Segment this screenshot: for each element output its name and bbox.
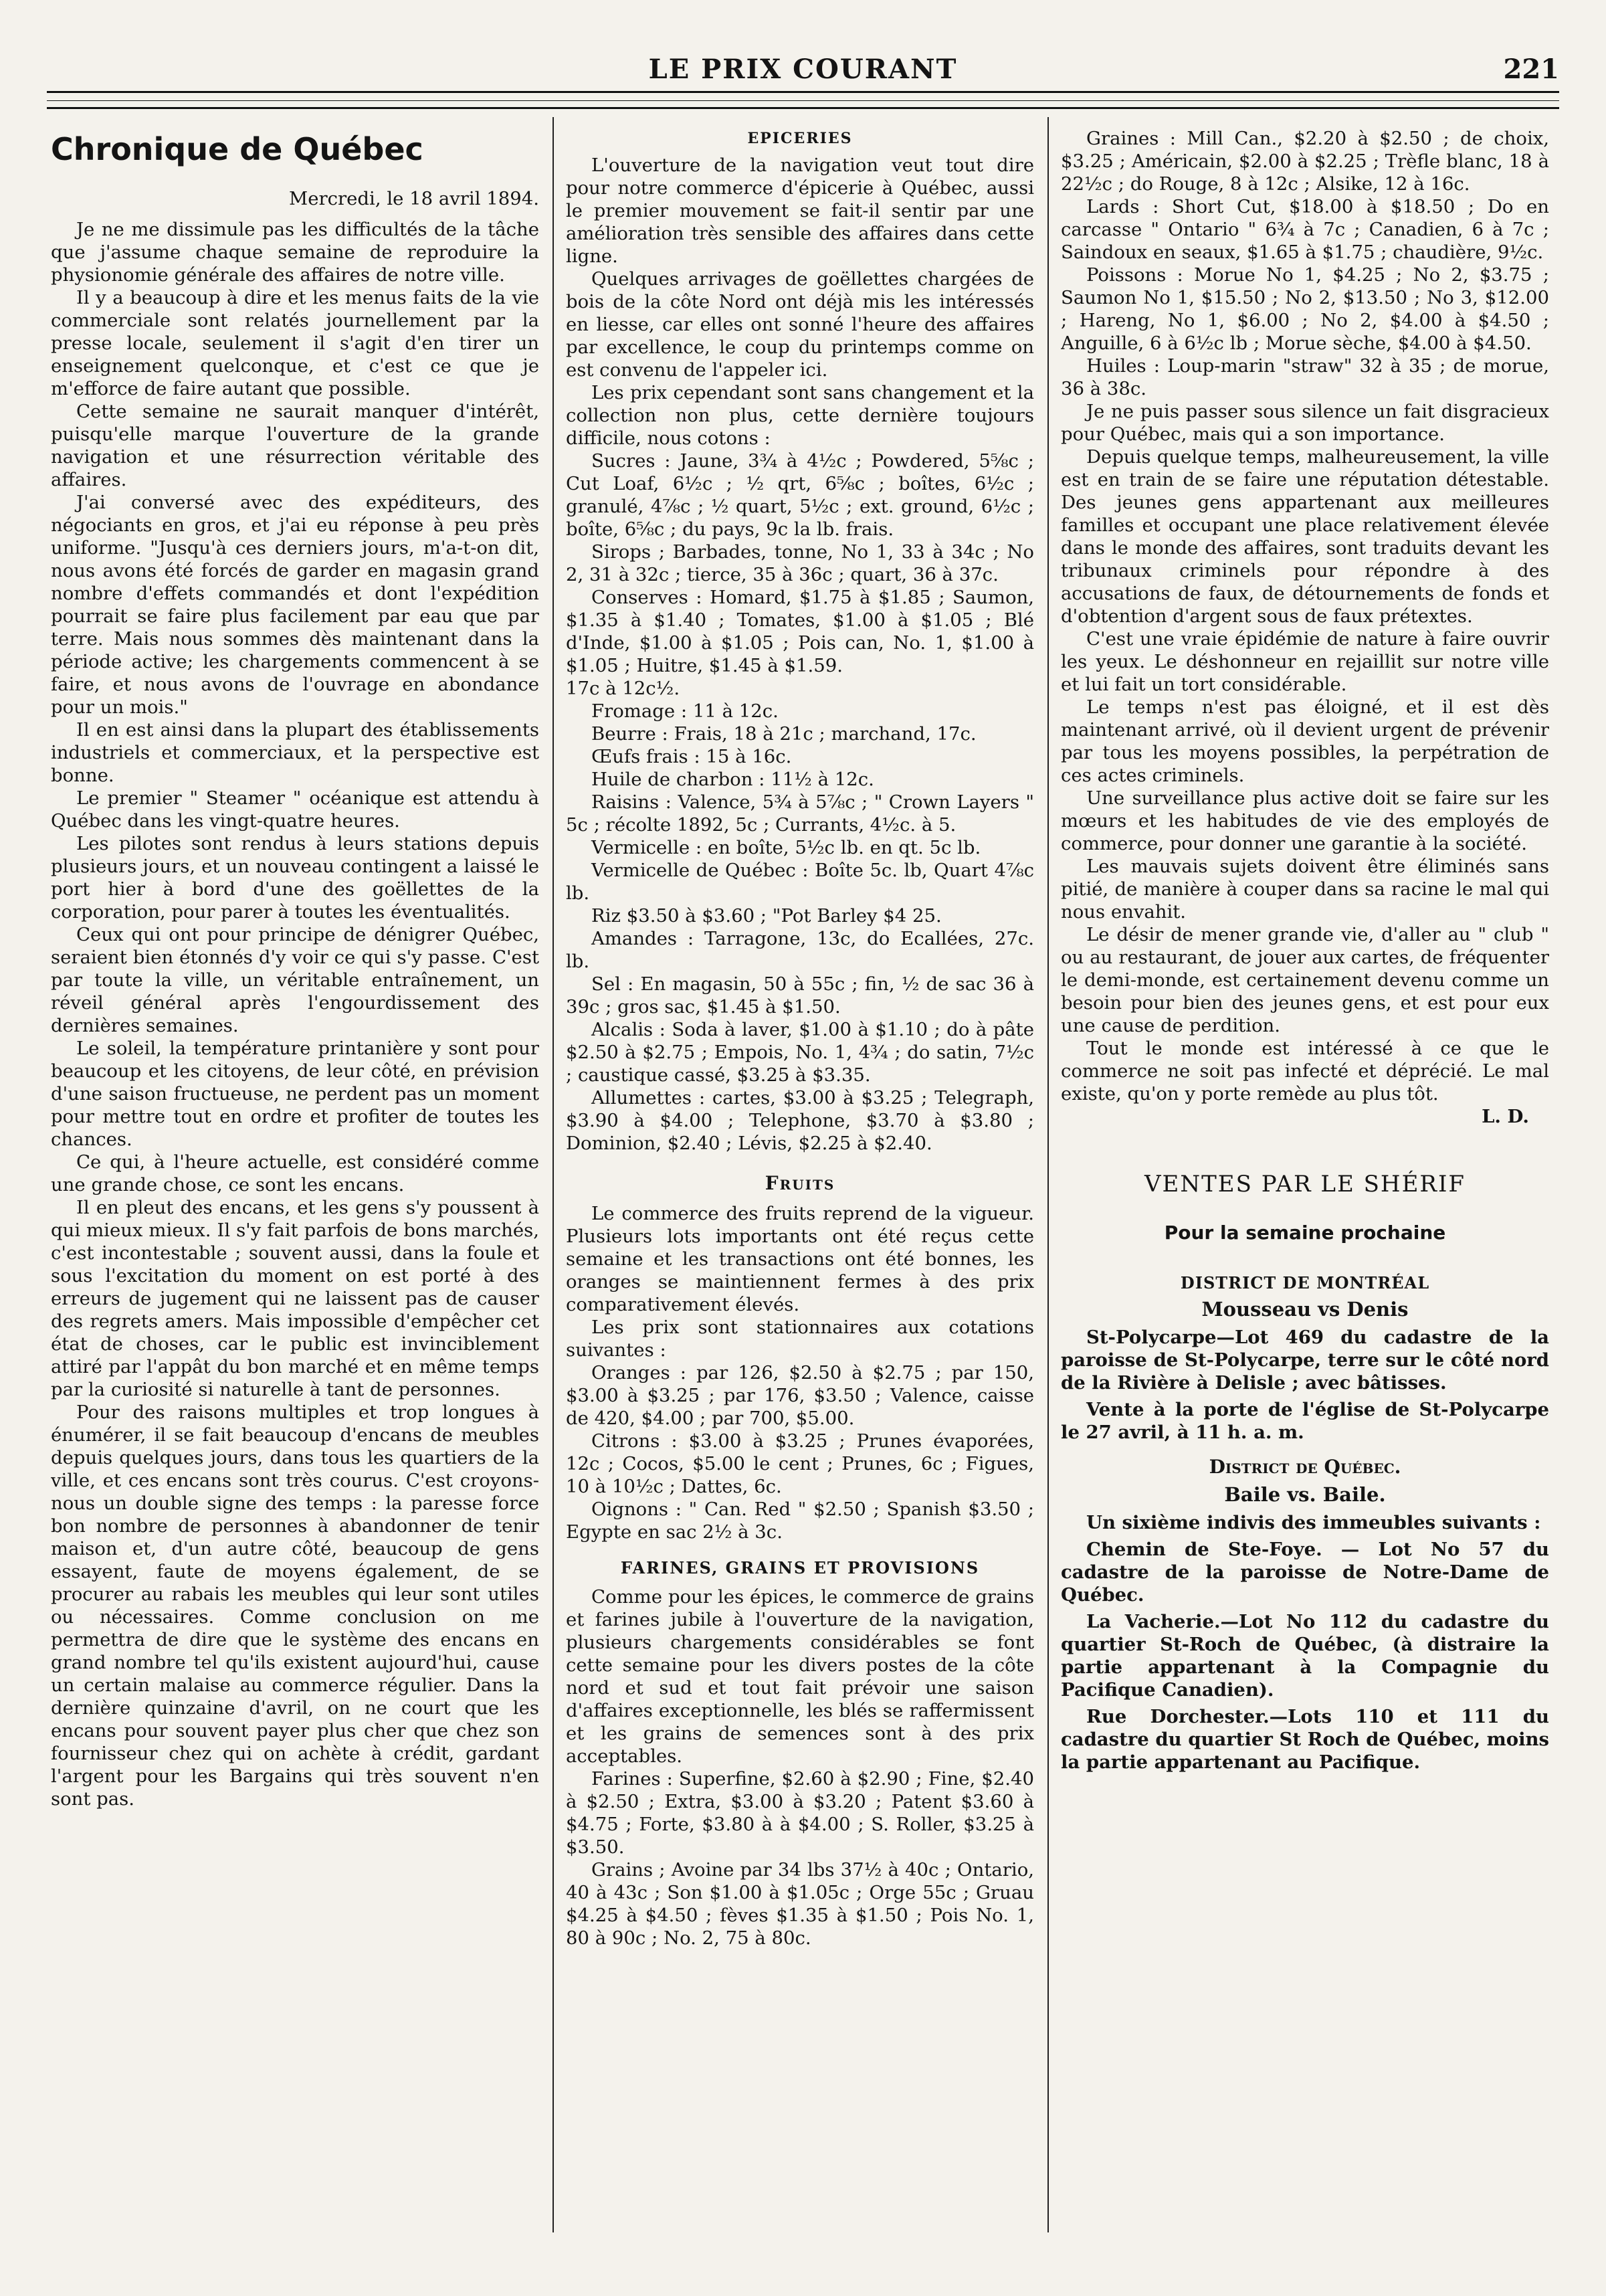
section-heading-epiceries: EPICERIES [747, 130, 853, 147]
paragraph: Une surveillance plus active doit se faire sur les mœurs et les habitudes de vie des employés de commerce, pour donner une garantie à la société. [1061, 787, 1549, 854]
price-entry: Sucres : Jaune, 3¾ à 4½c ; Powdered, 5⅝c ; Cut Loaf, 6½c ; ½ qrt, 6⅝c ; boîtes, 6½c ; granulé, 4⅞c ; ½ quart, 5½c ; ext. ground, 6½c ; boîte, 6⅝c ; du pays, 9c la lb. frais. [566, 450, 1034, 540]
signature: L. D. [1482, 1106, 1529, 1127]
paragraph: C'est une vraie épidémie de nature à faire ouvrir les yeux. Le déshonneur en rejaillit sur notre ville et lui fait un tort considérable. [1061, 628, 1549, 695]
district-heading-quebec: District de Québec. [1209, 1456, 1401, 1478]
paragraph: Il en pleut des encans, et les gens s'y poussent à qui mieux mieux. Il s'y fait parfois de bons marchés, c'est incontestable ; souvent aussi, dans la foule et sous l'excitation du moment on est porté à des erreurs de jugement qui ne laissent pas de causer des regrets amers. Mais impossible d'empêcher cet état de choses, car le public est invinciblement attiré par l'appât du bon marché et en même temps par la curiosité si naturelle à tant de personnes. [51, 1197, 539, 1400]
page-number: 221 [1503, 54, 1559, 85]
price-entry: 17c à 12c½. [566, 678, 680, 699]
section-heading-fruits: Fruits [765, 1172, 835, 1194]
price-entry: Lards : Short Cut, $18.00 à $18.50 ; Do en carcasse " Ontario " 6¾ à 7c ; Canadien, 6 à 7c ; Saindoux en seaux, $1.65 à $1.75 ; chaudière, 9½c. [1061, 196, 1549, 263]
price-entry: Huiles : Loup-marin "straw" 32 à 35 ; de morue, 36 à 38c. [1061, 355, 1549, 399]
paragraph: Je ne me dissimule pas les difficultés de la tâche que j'assume chaque semaine de reproduire la physionomie générale des affaires de notre ville. [51, 219, 539, 286]
running-title: LE PRIX COURANT [648, 54, 958, 85]
section-heading-ventes: VENTES PAR LE SHÉRIF [1144, 1171, 1466, 1198]
price-entry: Oranges : par 126, $2.50 à $2.75 ; par 150, $3.00 à $3.25 ; par 176, $3.50 ; Valence, caisse de 420, $4.00 ; par 700, $5.00. [566, 1362, 1034, 1429]
price-entry: Amandes : Tarragone, 13c, do Ecallées, 27c. lb. [566, 928, 1034, 972]
paragraph: Il en est ainsi dans la plupart des établissements industriels et commerciaux, et la perspective est bonne. [51, 719, 539, 786]
paragraph: L'ouverture de la navigation veut tout dire pour notre commerce d'épicerie à Québec, aussi le premier mouvement se fait-il sentir par une amélioration très sensible des affaires dans cette ligne. [566, 155, 1034, 267]
header-rule-middle [47, 100, 1559, 101]
paragraph: Les pilotes sont rendus à leurs stations depuis plusieurs jours, et un nouveau contingent a laissé le port hier à bord d'une des goëllettes de la corporation, pour parer à toutes les éventualités. [51, 833, 539, 923]
paragraph: Quelques arrivages de goëllettes chargées de bois de la côte Nord ont déjà mis les intéressés en liesse, car elles ont sonné l'heure des affaires par excellence, le coup du printemps comme on est convenu de l'appeler ici. [566, 268, 1034, 381]
sale-entry: Rue Dorchester.—Lots 110 et 111 du cadastre du quartier St Roch de Québec, moins la partie appartenant au Pacifique. [1061, 1706, 1549, 1773]
price-entry: Sirops ; Barbades, tonne, No 1, 33 à 34c ; No 2, 31 à 32c ; tierce, 35 à 36c ; quart, 36 à 37c. [566, 541, 1034, 585]
column-chronique [51, 127, 539, 2229]
paragraph: Le désir de mener grande vie, d'aller au " club " ou au restaurant, de jouer aux cartes, de fréquenter le demi-monde, est certainement devenu comme un besoin pour bien des jeunes gens, et est pour eux une cause de perdition. [1061, 924, 1549, 1036]
column-prix [566, 127, 1034, 2229]
case-title-quebec: Baile vs. Baile. [1224, 1483, 1386, 1506]
paragraph: Depuis quelque temps, malheureusement, la ville est en train de se faire une réputation détestable. Des jeunes gens appartenant aux meilleures familles et occupant une place relativement élevée dans le monde des affaires, sont traduits devant les tribunaux criminels pour répondre à des accusations de faux, de détournements de fonds et d'obtention d'argent sous de faux prétextes. [1061, 446, 1549, 627]
price-entry: Œufs frais : 15 à 16c. [591, 746, 792, 767]
price-entry: Huile de charbon : 11½ à 12c. [591, 769, 874, 790]
column-divider-1 [553, 117, 554, 2232]
paragraph: Cette semaine ne saurait manquer d'intérêt, puisqu'elle marque l'ouverture de la grande navigation et une résurrection véritable des affaires. [51, 401, 539, 490]
paragraph: Les mauvais sujets doivent être éliminés sans pitié, de manière à couper dans sa racine le mal qui nous envahit. [1061, 856, 1549, 923]
header-rule-bottom [47, 107, 1559, 109]
header-rule-top [47, 91, 1559, 93]
sale-entry: Vente à la porte de l'église de St-Polycarpe le 27 avril, à 11 h. a. m. [1061, 1399, 1549, 1443]
price-entry: Riz $3.50 à $3.60 ; "Pot Barley $4 25. [591, 905, 942, 927]
paragraph: Ceux qui ont pour principe de dénigrer Québec, seraient bien étonnés d'y voir ce qui s'y passe. C'est par toute la ville, un véritable entraînement, un réveil général après l'engourdissement des dernières semaines. [51, 924, 539, 1036]
paragraph: Les prix cependant sont sans changement et la collection non plus, cette dernière toujours difficile, nous cotons : [566, 382, 1034, 449]
column-divider-2 [1047, 117, 1049, 2232]
price-entry: Vermicelle : en boîte, 5½c lb. en qt. 5c lb. [591, 837, 981, 858]
price-entry: Farines : Superfine, $2.60 à $2.90 ; Fine, $2.40 à $2.50 ; Extra, $3.00 à $3.20 ; Patent $3.60 à $4.75 ; Forte, $3.80 à à $4.00 ; S. Roller, $3.25 à $3.50. [566, 1768, 1034, 1858]
price-entry: Sel : En magasin, 50 à 55c ; fin, ½ de sac 36 à 39c ; gros sac, $1.45 à $1.50. [566, 973, 1034, 1018]
paragraph: J'ai conversé avec des expéditeurs, des négociants en gros, et j'ai eu réponse à peu près uniforme. "Jusqu'à ces derniers jours, m'a-t-on dit, nous avons été forcés de garder en magasin grand nombre d'effets commandés et dont l'expédition pourrait se faire plus facilement par eau que par terre. Mais nous sommes dès maintenant dans la période active; les chargements commencent à se faire, et nous avons de l'ouvrage en abondance pour un mois." [51, 492, 539, 718]
paragraph: Pour des raisons multiples et trop longues à énumérer, il se fait beaucoup d'encans de meubles depuis quelques jours, dans tous les quartiers de la ville, et ces encans sont très courus. C'est croyons-nous un double signe des temps : la paresse force bon nombre de personnes à abandonner de tenir maison et, d'un autre côté, beaucoup de gens essayent, faute de moyens également, de se procurer au rabais les meubles qui leur sont utiles ou nécessaires. Comme conclusion on me permettra de dire que le système des encans en grand nombre tel qu'ils existent aujourd'hui, cause un certain malaise au commerce régulier. Dans la dernière quinzaine d'avril, on ne court que les encans pour souvent payer plus cher que chez son fournisseur chez qui on achète à crédit, gardant l'argent pour les Bargains qui très souvent n'en sont pas. [51, 1402, 539, 1810]
price-entry: Alcalis : Soda à laver, $1.00 à $1.10 ; do à pâte $2.50 à $2.75 ; Empois, No. 1, 4¾ ; do satin, 7½c ; caustique cassé, $3.25 à $3.35. [566, 1019, 1034, 1086]
sale-entry: La Vacherie.—Lot No 112 du cadastre du quartier St-Roch de Québec, (à distraire la partie appartenant à la Compagnie du Pacifique Canadien). [1061, 1611, 1549, 1701]
price-entry: Vermicelle de Québec : Boîte 5c. lb, Quart 4⅞c lb. [566, 860, 1034, 904]
section-subheading: Pour la semaine prochaine [1164, 1222, 1446, 1244]
price-entry: Grains ; Avoine par 34 lbs 37½ à 40c ; Ontario, 40 à 43c ; Son $1.00 à $1.05c ; Orge 55c ; Gruau $4.25 à $4.50 ; fèves $1.35 à $1.50 ; Pois No. 1, 80 à 90c ; No. 2, 75 à 80c. [566, 1859, 1034, 1949]
district-heading-montreal: DISTRICT DE MONTRÉAL [1180, 1273, 1430, 1293]
column-suite [1061, 127, 1549, 2229]
paragraph: Tout le monde est intéressé à ce que le commerce ne soit pas infecté et déprécié. Le mal existe, qu'on y porte remède au plus tôt. [1061, 1038, 1549, 1105]
price-entry: Graines : Mill Can., $2.20 à $2.50 ; de choix, $3.25 ; Américain, $2.00 à $2.25 ; Trèfle blanc, 18 à 22½c ; do Rouge, 8 à 12c ; Alsike, 12 à 16c. [1061, 128, 1549, 195]
section-heading-farines: FARINES, GRAINS ET PROVISIONS [620, 1558, 980, 1577]
paragraph: Le premier " Steamer " océanique est attendu à Québec dans les vingt-quatre heures. [51, 787, 539, 832]
price-entry: Beurre : Frais, 18 à 21c ; marchand, 17c. [591, 723, 977, 745]
price-entry: Oignons : " Can. Red " $2.50 ; Spanish $3.50 ; Egypte en sac 2½ à 3c. [566, 1499, 1034, 1543]
paragraph: Le temps n'est pas éloigné, et il est dès maintenant arrivé, où il devient urgent de prévenir par tous les moyens possibles, la perpétration de ces actes criminels. [1061, 696, 1549, 786]
paragraph: Le commerce des fruits reprend de la vigueur. Plusieurs lots importants ont été reçus cette semaine et les transactions ont été bonnes, les oranges se maintiennent fermes à des prix comparativement élevés. [566, 1203, 1034, 1315]
case-title-montreal: Mousseau vs Denis [1201, 1298, 1409, 1321]
price-entry: Raisins : Valence, 5¾ à 5⅞c ; " Crown Layers " 5c ; récolte 1892, 5c ; Currants, 4½c. à 5. [566, 791, 1034, 836]
sale-entry: Chemin de Ste-Foye. — Lot No 57 du cadastre de la paroisse de Notre-Dame de Québec. [1061, 1539, 1549, 1606]
price-entry: Allumettes : cartes, $3.00 à $3.25 ; Telegraph, $3.90 à $4.00 ; Telephone, $3.70 à $3.80 ; Dominion, $2.40 ; Lévis, $2.25 à $2.40. [566, 1087, 1034, 1154]
article-title: Chronique de Québec [51, 131, 423, 167]
paragraph: Je ne puis passer sous silence un fait disgracieux pour Québec, mais qui a son importance. [1061, 401, 1549, 445]
page-header [47, 54, 1559, 94]
paragraph: Comme pour les épices, le commerce de grains et farines jubile à l'ouverture de la navigation, plusieurs chargements considérables se font cette semaine pour les divers postes de la côte nord et sud et tout fait prévoir une saison d'affaires exceptionnelle, les blés se raffermissent et les grains de semences sont à des prix acceptables. [566, 1586, 1034, 1767]
paragraph: Il y a beaucoup à dire et les menus faits de la vie commerciale sont relatés journellement par la presse locale, seulement il s'agit d'en tirer un enseignement quelconque, et c'est ce que je m'efforce de faire autant que possible. [51, 287, 539, 399]
sale-entry: Un sixième indivis des immeubles suivants : [1086, 1512, 1541, 1533]
price-entry: Fromage : 11 à 12c. [591, 700, 779, 722]
paragraph: Le soleil, la température printanière y sont pour beaucoup et les citoyens, de leur côté, en prévision d'une saison fructueuse, ne perdent pas un moment pour mettre tout en ordre et profiter de toutes les chances. [51, 1038, 539, 1150]
sale-entry: St-Polycarpe—Lot 469 du cadastre de la paroisse de St-Polycarpe, terre sur le côté nord de la Rivière à Delisle ; avec bâtisses. [1061, 1327, 1549, 1394]
price-entry: Conserves : Homard, $1.75 à $1.85 ; Saumon, $1.35 à $1.40 ; Tomates, $1.00 à $1.05 ; Blé d'Inde, $1.00 à $1.05 ; Pois can, No. 1, $1.00 à $1.05 ; Huitre, $1.45 à $1.59. [566, 587, 1034, 676]
paragraph: Ce qui, à l'heure actuelle, est considéré comme une grande chose, ce sont les encans. [51, 1151, 539, 1195]
dateline: Mercredi, le 18 avril 1894. [289, 188, 539, 209]
price-entry: Citrons : $3.00 à $3.25 ; Prunes évaporées, 12c ; Cocos, $5.00 le cent ; Prunes, 6c ; Figues, 10 à 10½c ; Dattes, 6c. [566, 1430, 1034, 1497]
price-entry: Poissons : Morue No 1, $4.25 ; No 2, $3.75 ; Saumon No 1, $15.50 ; No 2, $13.50 ; No 3, $12.00 ; Hareng, No 1, $6.00 ; No 2, $4.00 à $4.50 ; Anguille, 6 à 6½c lb ; Morue sèche, $4.00 à $4.50. [1061, 264, 1549, 354]
paragraph: Les prix sont stationnaires aux cotations suivantes : [566, 1317, 1034, 1361]
